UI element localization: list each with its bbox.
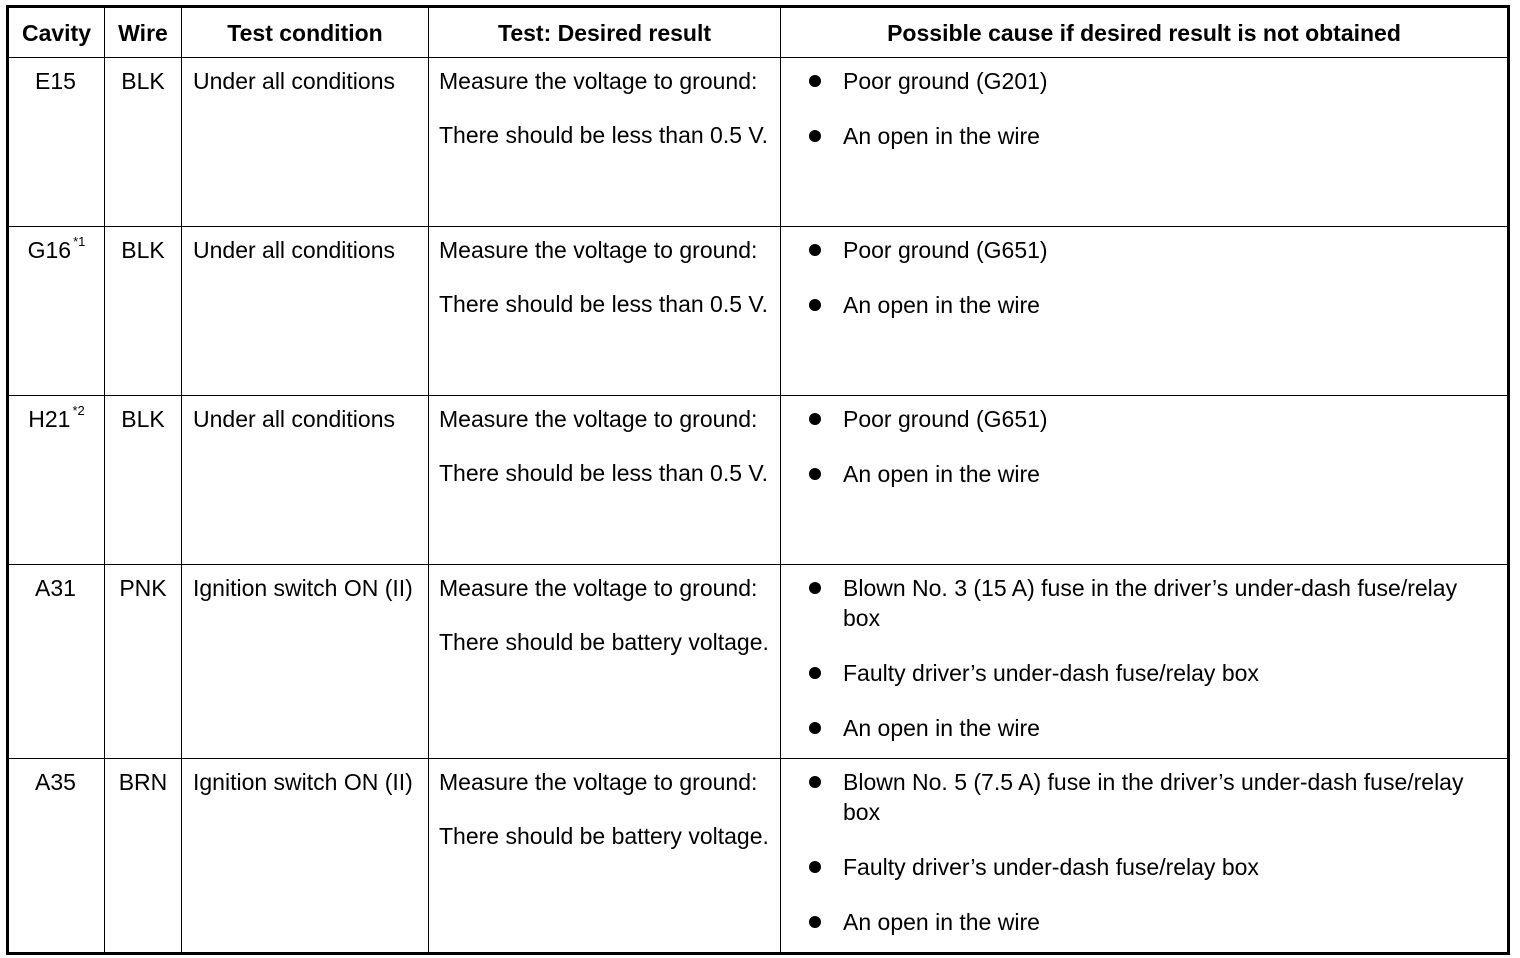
cause-text: Blown No. 5 (7.5 A) fuse in the driver’s under-dash fuse/relay box — [843, 769, 1464, 825]
header-test-condition: Test condition — [182, 7, 429, 58]
test-result: There should be less than 0.5 V. — [439, 291, 769, 317]
cause-item — [809, 713, 1495, 743]
bullet-icon — [809, 722, 821, 734]
bullet-icon — [809, 582, 821, 594]
header-test-desired-result: Test: Desired result — [429, 7, 781, 58]
cause-text: An open in the wire — [843, 715, 1040, 741]
header-wire: Wire — [105, 7, 182, 58]
table-row — [8, 227, 1509, 396]
cause-text: An open in the wire — [843, 461, 1040, 487]
cause-item — [809, 290, 1495, 320]
test-cell — [429, 759, 781, 954]
cause-cell — [781, 396, 1509, 565]
cause-text: An open in the wire — [843, 123, 1040, 149]
cavity-label: H21 — [28, 406, 71, 432]
bullet-icon — [809, 130, 821, 142]
cause-list — [809, 404, 1495, 489]
wire-cell: BLK — [105, 396, 182, 565]
cavity-label: A35 — [35, 769, 76, 795]
cause-list — [809, 767, 1495, 937]
cavity-cell — [8, 759, 105, 954]
condition-cell: Under all conditions — [182, 396, 429, 565]
cause-item — [809, 66, 1495, 96]
cause-text: Faulty driver’s under-dash fuse/relay box — [843, 660, 1259, 686]
test-cell — [429, 396, 781, 565]
cavity-label: E15 — [35, 68, 76, 94]
cause-item — [809, 404, 1495, 434]
cause-item — [809, 658, 1495, 688]
footnote-marker: *2 — [72, 403, 85, 419]
bullet-icon — [809, 468, 821, 480]
test-action: Measure the voltage to ground: — [439, 68, 758, 94]
test-action: Measure the voltage to ground: — [439, 575, 758, 601]
test-action: Measure the voltage to ground: — [439, 237, 758, 263]
cause-text: Blown No. 3 (15 A) fuse in the driver’s under-dash fuse/relay box — [843, 575, 1458, 631]
cause-text: Poor ground (G651) — [843, 237, 1048, 263]
cause-cell — [781, 565, 1509, 759]
bullet-icon — [809, 413, 821, 425]
bullet-icon — [809, 916, 821, 928]
cause-text: Poor ground (G651) — [843, 406, 1048, 432]
cavity-label: A31 — [35, 575, 76, 601]
header-row — [8, 7, 1509, 58]
bullet-icon — [809, 244, 821, 256]
cause-list — [809, 66, 1495, 151]
test-action: Measure the voltage to ground: — [439, 769, 758, 795]
test-result: There should be less than 0.5 V. — [439, 460, 769, 486]
bullet-icon — [809, 299, 821, 311]
test-action: Measure the voltage to ground: — [439, 406, 758, 432]
cause-item — [809, 852, 1495, 882]
footnote-marker: *1 — [73, 234, 86, 250]
cause-cell — [781, 58, 1509, 227]
table-row — [8, 759, 1509, 954]
wire-cell: BLK — [105, 58, 182, 227]
cause-item — [809, 907, 1495, 937]
cavity-cell — [8, 396, 105, 565]
header-cavity: Cavity — [8, 7, 105, 58]
test-result: There should be battery voltage. — [439, 823, 769, 849]
wire-cell: BLK — [105, 227, 182, 396]
table-row — [8, 396, 1509, 565]
bullet-icon — [809, 667, 821, 679]
test-cell — [429, 227, 781, 396]
cause-cell — [781, 227, 1509, 396]
cause-list — [809, 235, 1495, 320]
bullet-icon — [809, 75, 821, 87]
cause-list — [809, 573, 1495, 743]
cause-item — [809, 459, 1495, 489]
cause-item — [809, 235, 1495, 265]
cause-text: Faulty driver’s under-dash fuse/relay box — [843, 854, 1259, 880]
cause-item — [809, 121, 1495, 151]
cause-text: An open in the wire — [843, 909, 1040, 935]
test-cell — [429, 565, 781, 759]
condition-cell: Under all conditions — [182, 227, 429, 396]
cavity-label: G16 — [27, 237, 72, 263]
cause-text: An open in the wire — [843, 292, 1040, 318]
bullet-icon — [809, 861, 821, 873]
cause-item — [809, 767, 1495, 827]
cavity-cell — [8, 565, 105, 759]
condition-cell: Under all conditions — [182, 58, 429, 227]
bullet-icon — [809, 776, 821, 788]
cause-text: Poor ground (G201) — [843, 68, 1048, 94]
wire-cell: PNK — [105, 565, 182, 759]
cause-item — [809, 573, 1495, 633]
test-result: There should be less than 0.5 V. — [439, 122, 769, 148]
diagnostic-table — [6, 5, 1510, 955]
table-row — [8, 58, 1509, 227]
header-possible-cause: Possible cause if desired result is not obtained — [781, 7, 1509, 58]
test-cell — [429, 58, 781, 227]
test-result: There should be battery voltage. — [439, 629, 769, 655]
condition-cell: Ignition switch ON (II) — [182, 759, 429, 954]
table-row — [8, 565, 1509, 759]
condition-cell: Ignition switch ON (II) — [182, 565, 429, 759]
cavity-cell — [8, 227, 105, 396]
cavity-cell — [8, 58, 105, 227]
cause-cell — [781, 759, 1509, 954]
wire-cell: BRN — [105, 759, 182, 954]
